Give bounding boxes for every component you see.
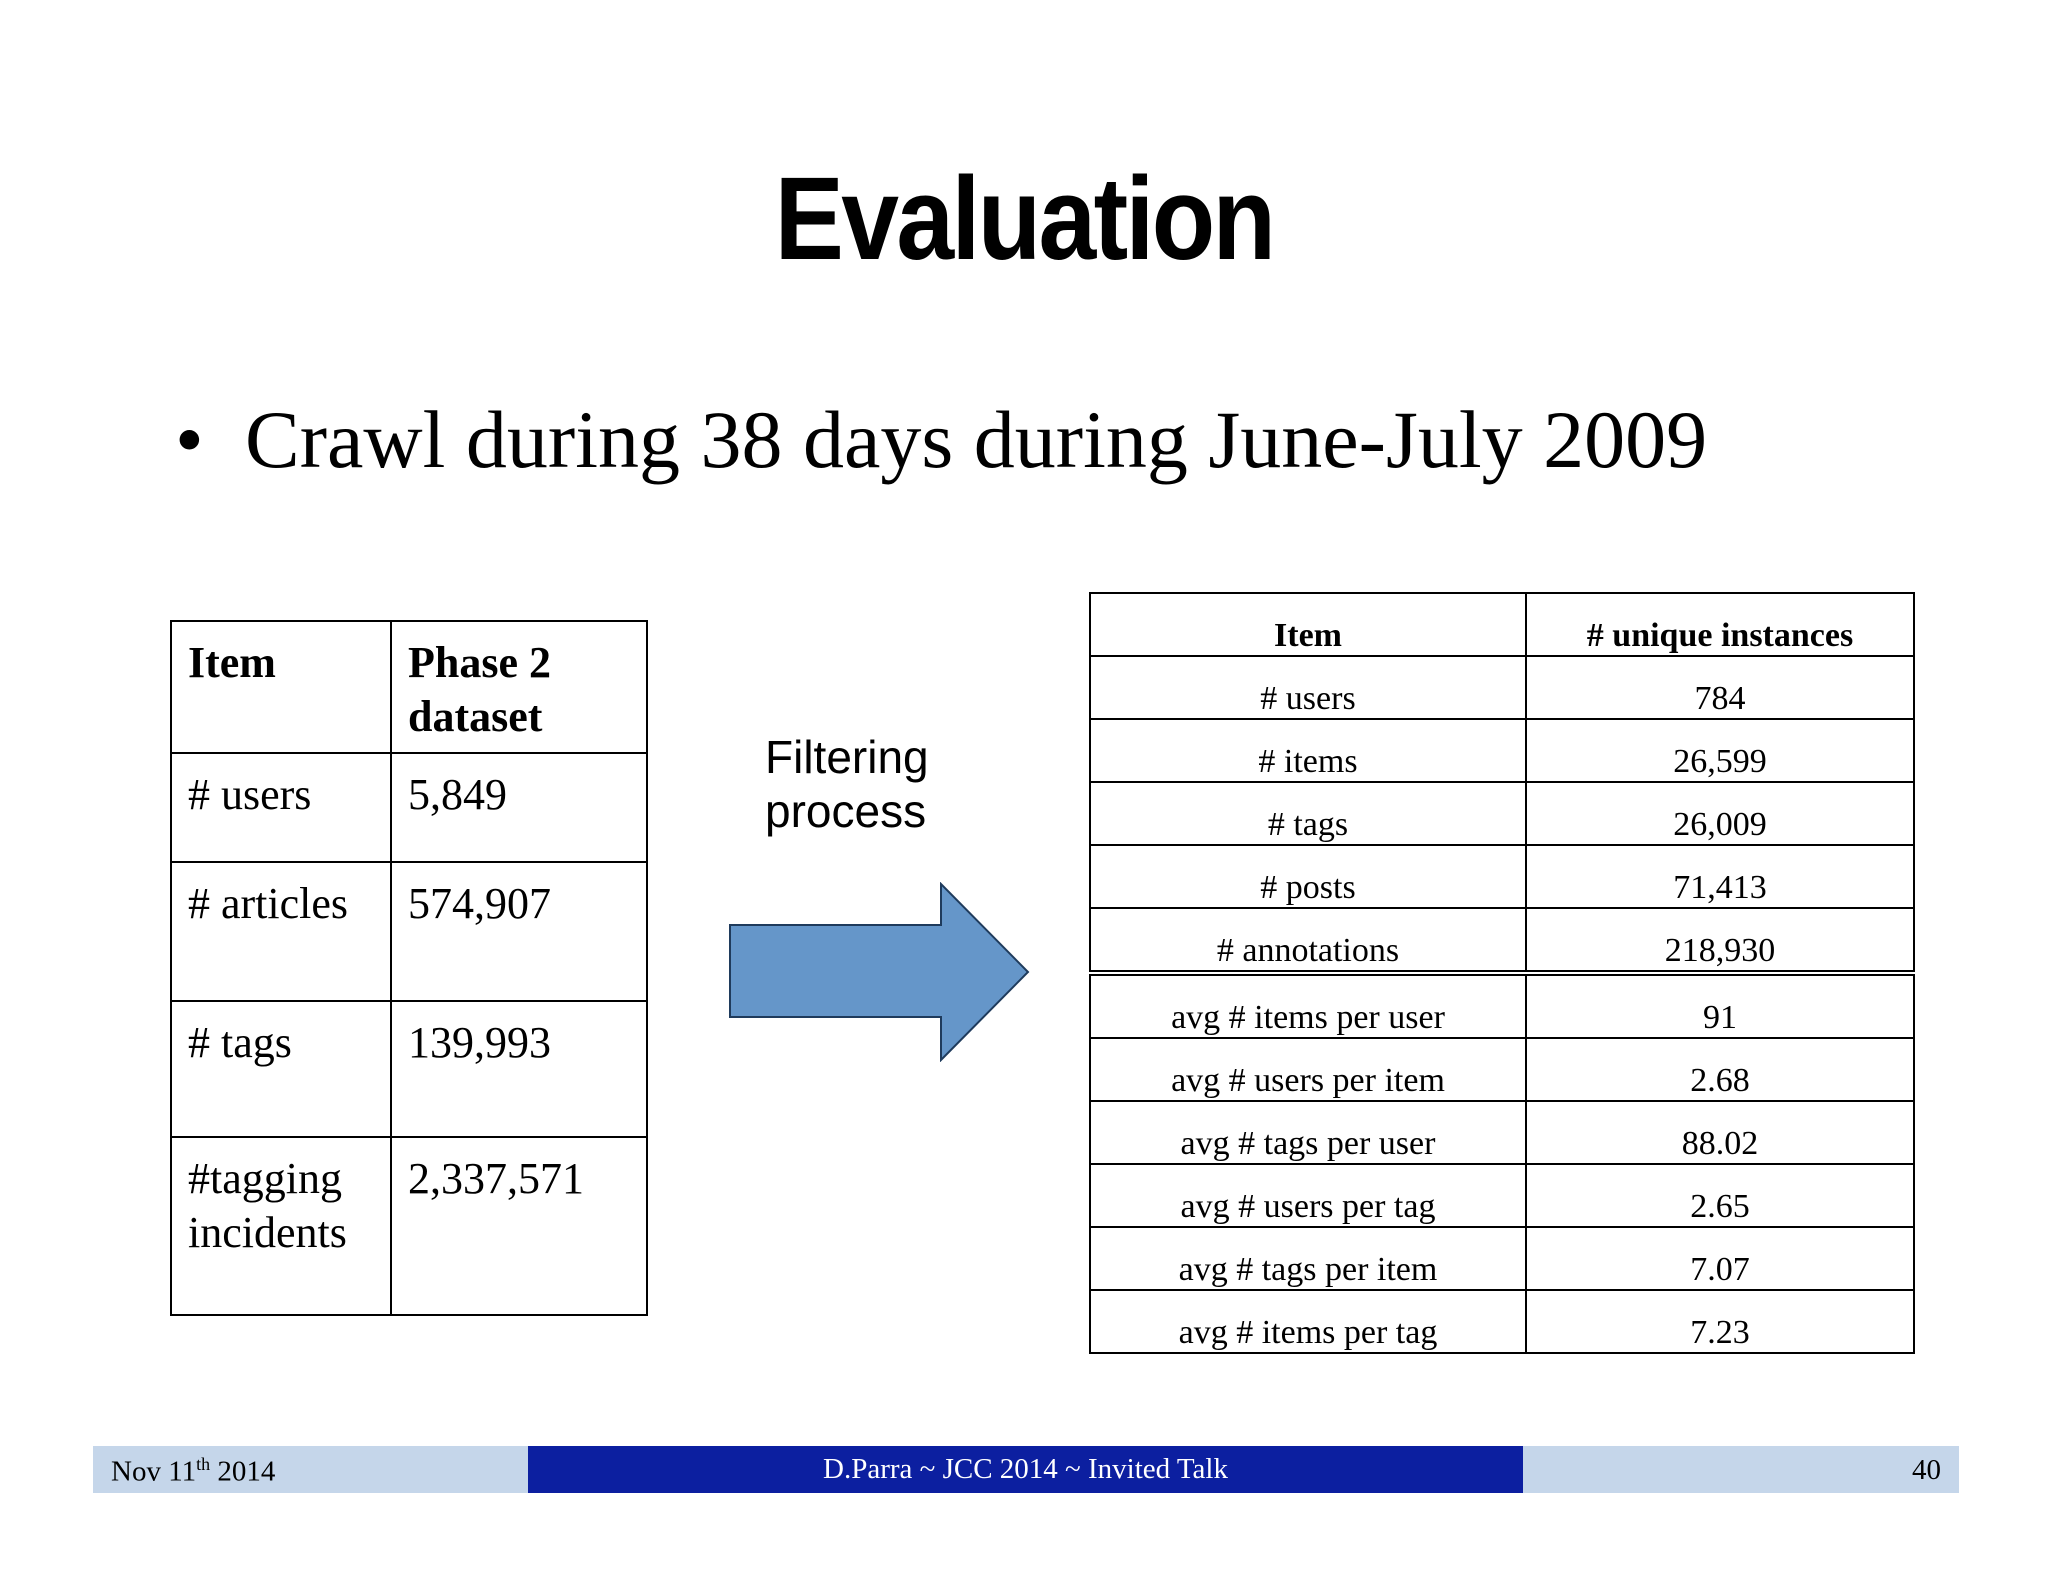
- footer-talk-title: D.Parra ~ JCC 2014 ~ Invited Talk: [528, 1446, 1523, 1493]
- row-label: # articles: [171, 862, 391, 1001]
- bullet-point: [175, 395, 1707, 485]
- slide-title: Evaluation: [774, 153, 1274, 285]
- row-value: 2.68: [1526, 1038, 1914, 1101]
- filter-label-line1: Filtering: [765, 731, 929, 783]
- row-label: avg # items per user: [1090, 973, 1526, 1038]
- row-value: 26,009: [1526, 782, 1914, 845]
- row-value: 2,337,571: [391, 1137, 647, 1315]
- footer-date-year: 2014: [210, 1455, 276, 1488]
- page-number: 40: [1912, 1454, 1941, 1486]
- header-phase2: Phase 2: [408, 638, 551, 687]
- footer-date: [111, 1454, 275, 1489]
- table-row: [1090, 908, 1914, 973]
- bullet-text: Crawl during 38 days during June-July 2009: [245, 394, 1708, 485]
- row-value: 784: [1526, 656, 1914, 719]
- table-row: [1090, 719, 1914, 782]
- row-value: 2.65: [1526, 1164, 1914, 1227]
- filter-label-line2: process: [765, 785, 927, 837]
- row-value: 139,993: [391, 1001, 647, 1137]
- row-label: avg # users per tag: [1090, 1164, 1526, 1227]
- row-label: # posts: [1090, 845, 1526, 908]
- phase2-dataset-table: [170, 620, 648, 1316]
- table-row: [171, 1001, 647, 1137]
- right-arrow-icon: [728, 882, 1032, 1062]
- row-value: 71,413: [1526, 845, 1914, 908]
- row-value: 218,930: [1526, 908, 1914, 973]
- header-dataset: dataset: [408, 692, 543, 741]
- filtering-process-label: [765, 730, 929, 838]
- row-label: # tags: [171, 1001, 391, 1137]
- row-label-line2: incidents: [188, 1208, 347, 1257]
- table-header-row: [1090, 593, 1914, 656]
- row-label: avg # tags per item: [1090, 1227, 1526, 1290]
- table-row: [1090, 656, 1914, 719]
- row-label: # items: [1090, 719, 1526, 782]
- row-label-line1: #tagging: [188, 1154, 342, 1203]
- table-row: [1090, 1164, 1914, 1227]
- row-value: 7.23: [1526, 1290, 1914, 1353]
- table-row: [1090, 1227, 1914, 1290]
- arrow-shape: [730, 884, 1028, 1060]
- table-row: [1090, 1038, 1914, 1101]
- footer-date-sup: th: [196, 1454, 211, 1474]
- row-value: 5,849: [391, 753, 647, 862]
- bullet-symbol: •: [175, 394, 204, 485]
- filtered-dataset-table: [1089, 592, 1915, 1354]
- table-row: [1090, 782, 1914, 845]
- header-phase2-dataset: [391, 621, 647, 753]
- footer-date-prefix: Nov 11: [111, 1455, 197, 1488]
- row-label: # users: [1090, 656, 1526, 719]
- row-value: 88.02: [1526, 1101, 1914, 1164]
- row-label: # users: [171, 753, 391, 862]
- header-item: Item: [1090, 593, 1526, 656]
- table-row: [1090, 973, 1914, 1038]
- header-unique-instances: # unique instances: [1526, 593, 1914, 656]
- table-header-row: [171, 621, 647, 753]
- row-value: 574,907: [391, 862, 647, 1001]
- slide-footer: [93, 1446, 1959, 1493]
- table-row: [1090, 1101, 1914, 1164]
- row-value: 7.07: [1526, 1227, 1914, 1290]
- row-label: avg # tags per user: [1090, 1101, 1526, 1164]
- row-label: avg # users per item: [1090, 1038, 1526, 1101]
- table-row: [171, 862, 647, 1001]
- row-value: 91: [1526, 973, 1914, 1038]
- table-row: [1090, 1290, 1914, 1353]
- row-label: avg # items per tag: [1090, 1290, 1526, 1353]
- row-label: [171, 1137, 391, 1315]
- row-value: 26,599: [1526, 719, 1914, 782]
- table-row: [1090, 845, 1914, 908]
- table-row: [171, 1137, 647, 1315]
- table-row: [171, 753, 647, 862]
- row-label: # tags: [1090, 782, 1526, 845]
- header-item: Item: [171, 621, 391, 753]
- row-label: # annotations: [1090, 908, 1526, 973]
